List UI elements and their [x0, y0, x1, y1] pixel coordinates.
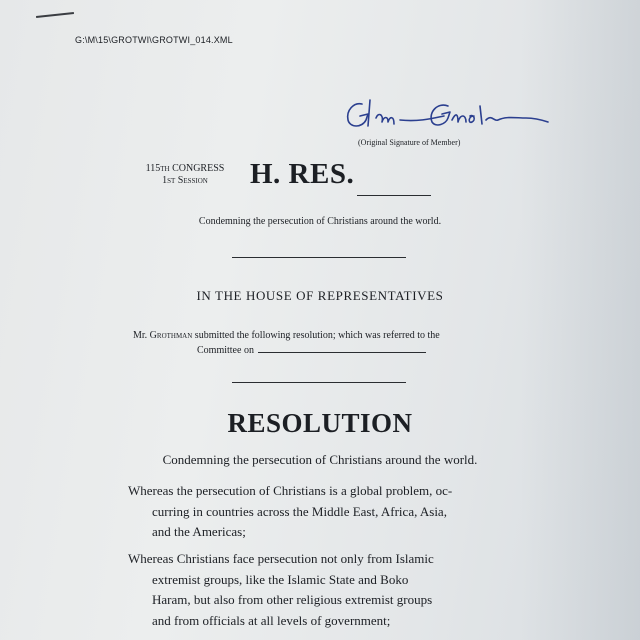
congress-number: 115th CONGRESS	[145, 163, 225, 174]
committee-blank	[258, 343, 426, 353]
measure-number-blank	[357, 195, 431, 196]
clause-line: Haram, but also from other religious extremist groups	[152, 592, 433, 607]
member-signature	[340, 92, 555, 137]
file-path: G:\M\15\GROTWI\GROTWI_014.XML	[75, 35, 233, 45]
divider-rule	[232, 382, 406, 383]
clause-line: Whereas the persecution of Christians is a global problem, oc-	[128, 483, 453, 498]
signature-caption: (Original Signature of Member)	[358, 138, 461, 147]
clause-line: curring in countries across the Middle East, Africa, Asia,	[152, 503, 447, 519]
whereas-clause	[128, 481, 518, 543]
short-title: Condemning the persecution of Christians around the world.	[198, 216, 442, 227]
house-heading: IN THE HOUSE OF REPRESENTATIVES	[196, 288, 444, 303]
congress-session	[132, 163, 238, 187]
resolution-heading: RESOLUTION	[227, 408, 413, 438]
submission-text: submitted the following resolution; which was referred to the	[194, 330, 440, 341]
submission-statement	[133, 329, 513, 358]
member-name: Grothman	[149, 330, 193, 341]
clause-line: extremist groups, like the Islamic State and Boko	[152, 571, 409, 587]
signature-icon	[340, 92, 555, 137]
session-number: 1st Session	[162, 175, 208, 186]
whereas-clause	[128, 549, 518, 631]
clause-line: Whereas Christians face persecution not only from Islamic	[128, 551, 434, 566]
clause-line: and from officials at all levels of government;	[152, 612, 391, 628]
divider-rule	[232, 257, 406, 258]
clause-line: and the Americas;	[152, 524, 246, 539]
measure-type: H. RES.	[250, 158, 355, 190]
member-prefix: Mr.	[133, 330, 148, 341]
official-title: Condemning the persecution of Christians around the world.	[162, 452, 478, 467]
pen-mark	[36, 12, 74, 18]
committee-label: Committee on	[197, 345, 254, 356]
